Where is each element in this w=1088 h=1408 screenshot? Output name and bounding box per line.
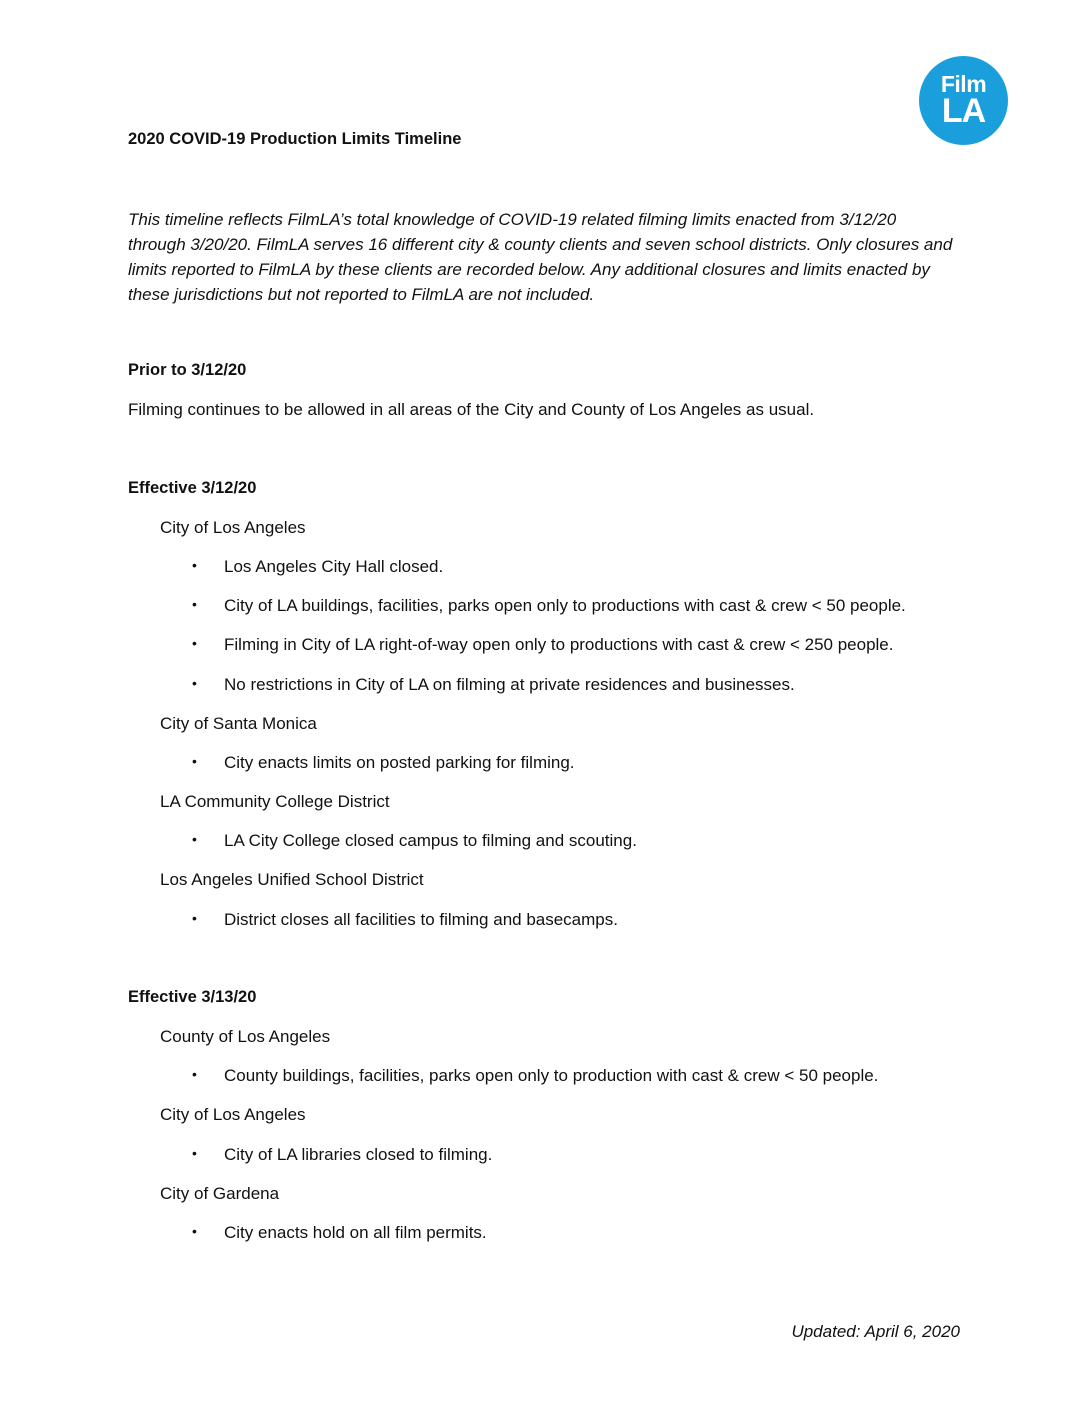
bullet-icon: • — [192, 831, 197, 847]
filmla-logo — [919, 56, 1008, 145]
bullet-icon: • — [192, 1066, 197, 1082]
bullet-item: City of LA buildings, facilities, parks open only to productions with cast & crew < 50 people. — [224, 596, 906, 615]
bullet-item: City enacts limits on posted parking for filming. — [224, 753, 575, 772]
section-heading-effective-3-13: Effective 3/13/20 — [128, 988, 257, 1006]
updated-date: Updated: April 6, 2020 — [791, 1322, 960, 1341]
bullet-icon: • — [192, 635, 197, 651]
bullet-icon: • — [192, 675, 197, 691]
bullet-icon: • — [192, 1145, 197, 1161]
bullet-item: County buildings, facilities, parks open only to production with cast & crew < 50 people. — [224, 1066, 879, 1085]
section-text-prior: Filming continues to be allowed in all areas of the City and County of Los Angeles as usual. — [128, 400, 815, 419]
bullet-icon: • — [192, 910, 197, 926]
bullet-item: No restrictions in City of LA on filming at private residences and businesses. — [224, 675, 795, 694]
jurisdiction-label: LA Community College District — [160, 792, 390, 811]
bullet-icon: • — [192, 596, 197, 612]
bullet-item: City enacts hold on all film permits. — [224, 1223, 487, 1242]
bullet-item: Los Angeles City Hall closed. — [224, 557, 444, 576]
jurisdiction-label: County of Los Angeles — [160, 1027, 331, 1046]
bullet-item: LA City College closed campus to filming and scouting. — [224, 831, 637, 850]
bullet-item: City of LA libraries closed to filming. — [224, 1145, 493, 1164]
section-heading-prior: Prior to 3/12/20 — [128, 361, 247, 379]
logo-line-la: LA — [941, 92, 986, 130]
section-heading-effective-3-12: Effective 3/12/20 — [128, 479, 257, 497]
jurisdiction-label: Los Angeles Unified School District — [160, 870, 424, 889]
bullet-item: Filming in City of LA right-of-way open only to productions with cast & crew < 250 people. — [224, 635, 894, 654]
bullet-icon: • — [192, 557, 197, 573]
document-title: 2020 COVID-19 Production Limits Timeline — [128, 130, 462, 148]
jurisdiction-label: City of Gardena — [160, 1184, 280, 1203]
jurisdiction-label: City of Los Angeles — [160, 1105, 306, 1124]
logo-line-film: Film — [940, 71, 987, 97]
bullet-item: District closes all facilities to filming and basecamps. — [224, 910, 618, 929]
jurisdiction-label: City of Santa Monica — [160, 714, 317, 733]
bullet-icon: • — [192, 753, 197, 769]
intro-paragraph: This timeline reflects FilmLA’s total knowledge of COVID-19 related filming limits enacted from 3/12/20 through 3/20/20. FilmLA serves 16 different city & county clients and seven school districts. Only closures and limits reported to FilmLA by these clients are recorded below. Any additional closures and limits enacted by these jurisdictions but not reported to FilmLA are not included. — [128, 210, 953, 304]
jurisdiction-label: City of Los Angeles — [160, 518, 306, 537]
bullet-icon: • — [192, 1223, 197, 1239]
